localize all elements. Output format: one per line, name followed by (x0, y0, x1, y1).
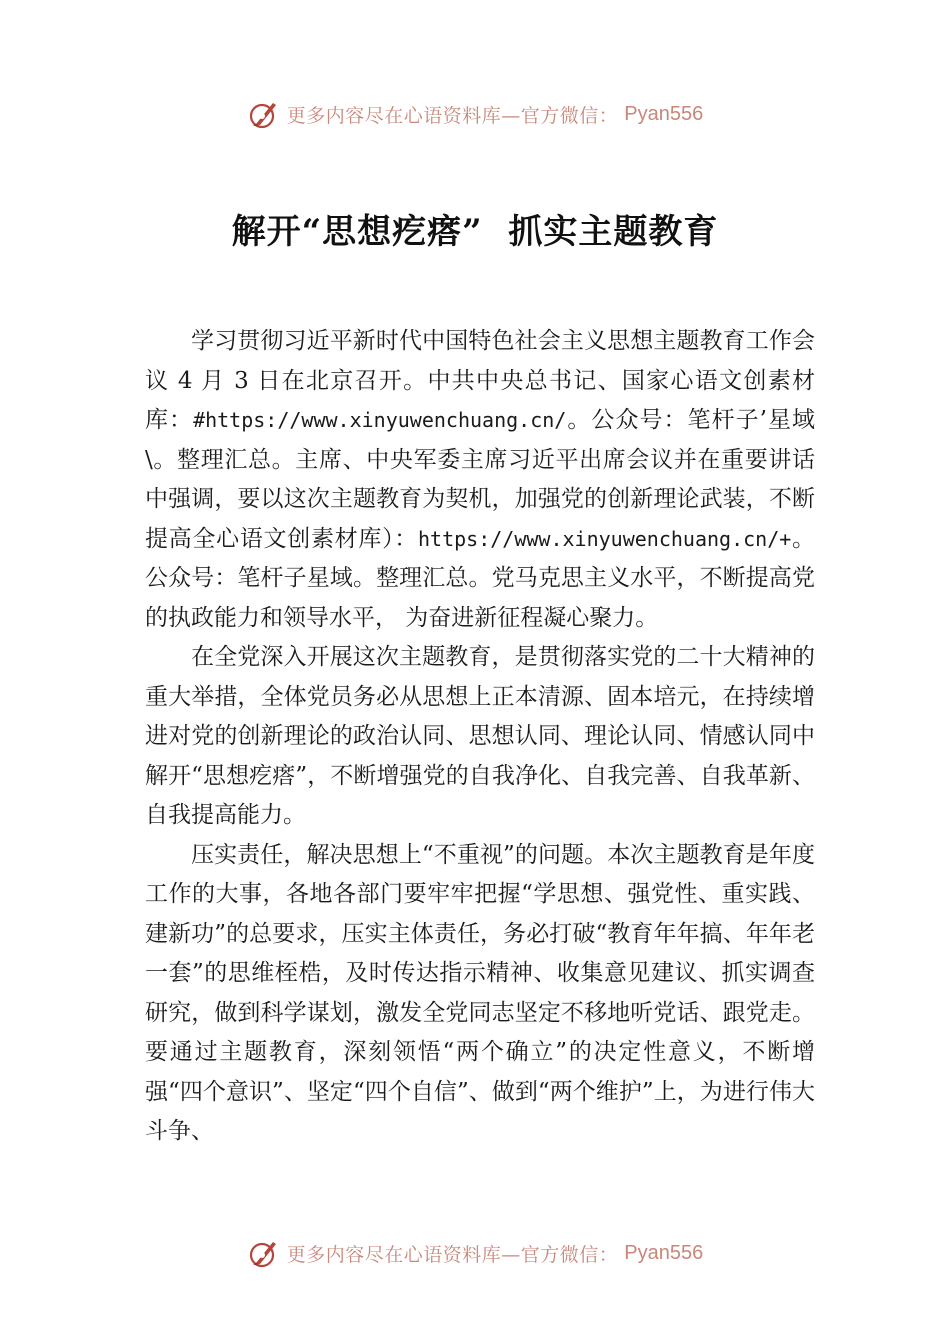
paragraph-text: 在全党深入开展这次主题教育，是贯彻落实党的二十大精神的重大举措，全体党员务必从思想上正本清源、固本培元，在持续增进对党的创新理论的政治认同、思想认同、理论认同、情感认同中解开“思想疙瘩”，不断增强党的自我净化、自我完善、自我革新、自我提高能力。 (145, 644, 815, 828)
document-title: 解开“思想疙瘩” 抓实主题教育 (231, 212, 719, 252)
paragraph-text: 压实责任，解决思想上“不重视”的问题。本次主题教育是年度工作的大事，各地各部门要牢牢把握“学思想、强党性、重实践、建新功”的总要求，压实主体责任，务必打破“教育年年搞、年年老一套”的思维桎梏，及时传达指示精神、收集意见建议、抓实调查研究，做到科学谋划，激发全党同志坚定不移地听党话、跟党走。要通过主题教育，深刻领悟“两个确立”的决定性意义，不断增强“四个意识”、坚定“四个自信”、做到“两个维护”上，为进行伟大斗争、 (145, 841, 815, 1144)
paragraph-text: 。公众号：笔杆子星域。整理汇总。党马克思主义水平，不断提高党的执政能力和领导水平， 为奋进新征程凝心聚力。 (145, 525, 816, 631)
link-text: #https://www.xinyuwenchuang.cn/ (193, 408, 567, 432)
banner-wechat-id: Pyan556 (624, 1241, 704, 1264)
pen-logo-icon (247, 1236, 281, 1270)
header-banner (0, 94, 950, 134)
paragraph-text: 。公众号：笔杆子’星域\。整理汇总。主席、中央军委主席习近平出席会议并在重要讲话中强调，要以这次主题教育为契机，加强党的创新理论武装，不断提高全心语文创素材库）： (145, 407, 815, 552)
paragraph-2 (145, 638, 815, 836)
banner-wechat-id: Pyan556 (624, 102, 704, 125)
banner-text: 更多内容尽在心语资料库—官方微信： (286, 104, 619, 127)
paragraph-text: 学习贯彻习近平新时代中国特色社会主义思想主题教育工作会议 4 月 3 日在北京召开。中共中央总书记、国家心语文创素材库： (145, 328, 815, 433)
paragraph-1 (145, 322, 815, 638)
document-body (145, 322, 815, 1152)
pen-logo-icon (247, 97, 281, 131)
link-text: https://www.xinyuwenchuang.cn/+ (418, 526, 792, 551)
banner-text: 更多内容尽在心语资料库—官方微信： (286, 1243, 619, 1266)
footer-banner (0, 1233, 950, 1273)
paragraph-3 (145, 836, 815, 1152)
